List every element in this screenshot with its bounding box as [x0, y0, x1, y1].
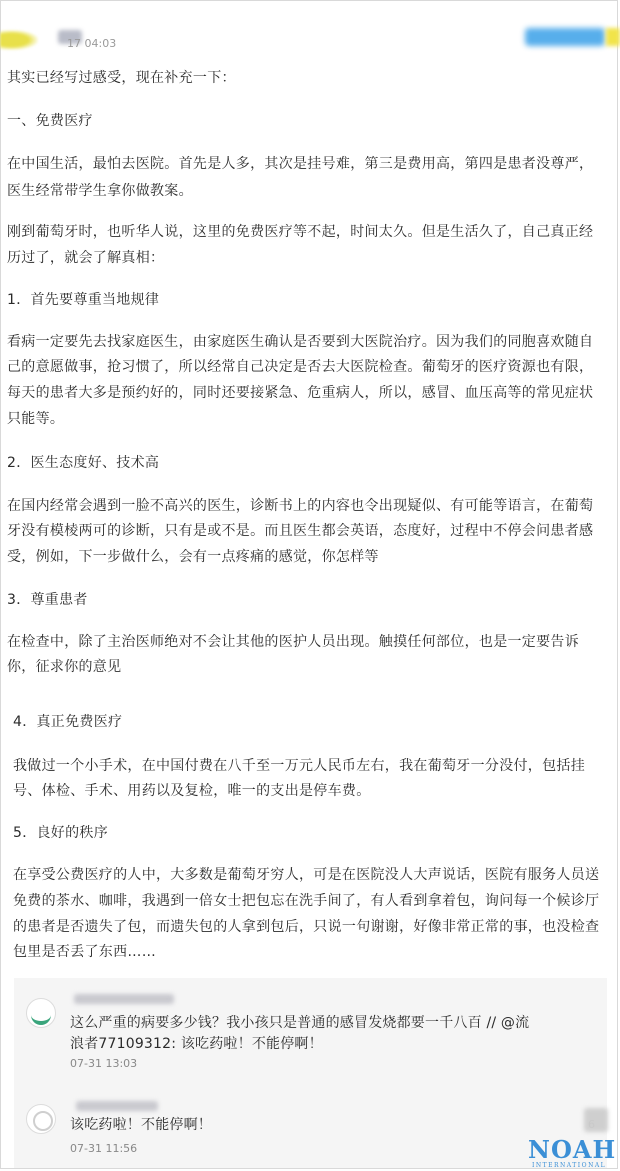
watermark-logo: [528, 1135, 620, 1171]
section-heading: 1．首先要尊重当地规律: [7, 292, 160, 308]
paragraph: 其实已经写过感受，现在补充一下：: [7, 70, 236, 86]
post-timestamp: 17 04:03: [67, 37, 117, 50]
paragraph: 你，征求你的意见: [7, 659, 122, 675]
comment-time: 07-31 11:56: [70, 1142, 138, 1155]
paragraph: 免费的茶水、咖啡，我遇到一倍女士把包忘在洗手间了，有人看到拿着包，询问每一个候诊厅: [13, 893, 600, 909]
comment-text: 浪者77109312: 该吃药啦！不能停啊！: [70, 1036, 323, 1052]
watermark-sub: INTERNATIONAL: [532, 1162, 607, 1169]
paragraph: 每天的患者大多是预约好的，同时还要接紧急、危重病人，所以，感冒、血压高等的常见症状: [7, 385, 594, 401]
comment-time: 07-31 13:03: [70, 1057, 138, 1070]
paragraph: 牙没有模棱两可的诊断，只有是或不是。而且医生都会英语，态度好，过程中不停会问患者感: [7, 523, 594, 539]
comment-text: 这么严重的病要多少钱？我小孩只是普通的感冒发烧都要一千八百 // @流: [70, 1015, 530, 1031]
section-heading: 3．尊重患者: [7, 592, 88, 608]
paragraph: 我做过一个小手术，在中国付费在八千至一万元人民币左右，我在葡萄牙一分没付，包括挂: [13, 758, 585, 774]
section-heading: 一、免费医疗: [7, 113, 93, 129]
paragraph: 医生经常带学生拿你做教案。: [7, 183, 193, 199]
comment-text: 该吃药啦！不能停啊！: [70, 1117, 212, 1133]
commenter-avatar[interactable]: [26, 998, 56, 1028]
section-heading: 5．良好的秩序: [13, 825, 109, 841]
badge-blurred: [606, 28, 620, 46]
paragraph: 历过了，就会了解真相：: [7, 250, 165, 266]
paragraph: 包里是否丢了东西……: [13, 944, 156, 960]
paragraph: 刚到葡萄牙时，也听华人说，这里的免费医疗等不起，时间太久。但是生活久了，自己真正经: [7, 224, 594, 240]
paragraph: 的患者是否遗失了包，而遗失包的人拿到包后，只说一句谢谢，好像非常正常的事，也没检查: [13, 919, 600, 935]
like-count: 6: [588, 1118, 595, 1131]
section-heading: 4．真正免费医疗: [13, 714, 123, 730]
paragraph: 看病一定要先去找家庭医生，由家庭医生确认是否要到大医院治疗。因为我们的同胞喜欢随自: [7, 334, 594, 350]
paragraph: 受，例如，下一步做什么，会有一点疼痛的感觉，你怎样等: [7, 549, 379, 565]
commenter-avatar[interactable]: [26, 1104, 56, 1134]
post-header: [0, 0, 620, 58]
commenter-name-blurred[interactable]: [74, 994, 174, 1004]
paragraph: 在享受公费医疗的人中，大多数是葡萄牙穷人，可是在医院没人大声说话，医院有服务人员送: [13, 867, 600, 883]
watermark-main: NOAH: [528, 1135, 617, 1164]
avatar-ring-icon: [33, 1111, 53, 1131]
avatar[interactable]: [0, 30, 38, 50]
paragraph: 在国内经常会遇到一脸不高兴的医生，诊断书上的内容也令出现疑似、有可能等语言，在葡萄: [7, 498, 594, 514]
commenter-name-blurred[interactable]: [76, 1101, 158, 1111]
paragraph: 己的意愿做事，抢习惯了，所以经常自己决定是否去大医院检查。葡萄牙的医疗资源也有限，: [7, 359, 594, 375]
paragraph: 在检查中，除了主治医师绝对不会让其他的医护人员出现。触摸任何部位，也是一定要告诉: [7, 634, 579, 650]
avatar-swoosh-icon: [31, 1007, 51, 1025]
comments-section: [14, 978, 607, 1168]
paragraph: 在中国生活，最怕去医院。首先是人多，其次是挂号难，第三是费用高，第四是患者没尊严，: [7, 156, 594, 172]
paragraph: 只能等。: [7, 411, 65, 427]
paragraph: 号、体检、手术、用药以及复检，唯一的支出是停车费。: [13, 783, 371, 799]
follow-button-blurred[interactable]: [525, 28, 605, 46]
section-heading: 2．医生态度好、技术高: [7, 455, 160, 471]
